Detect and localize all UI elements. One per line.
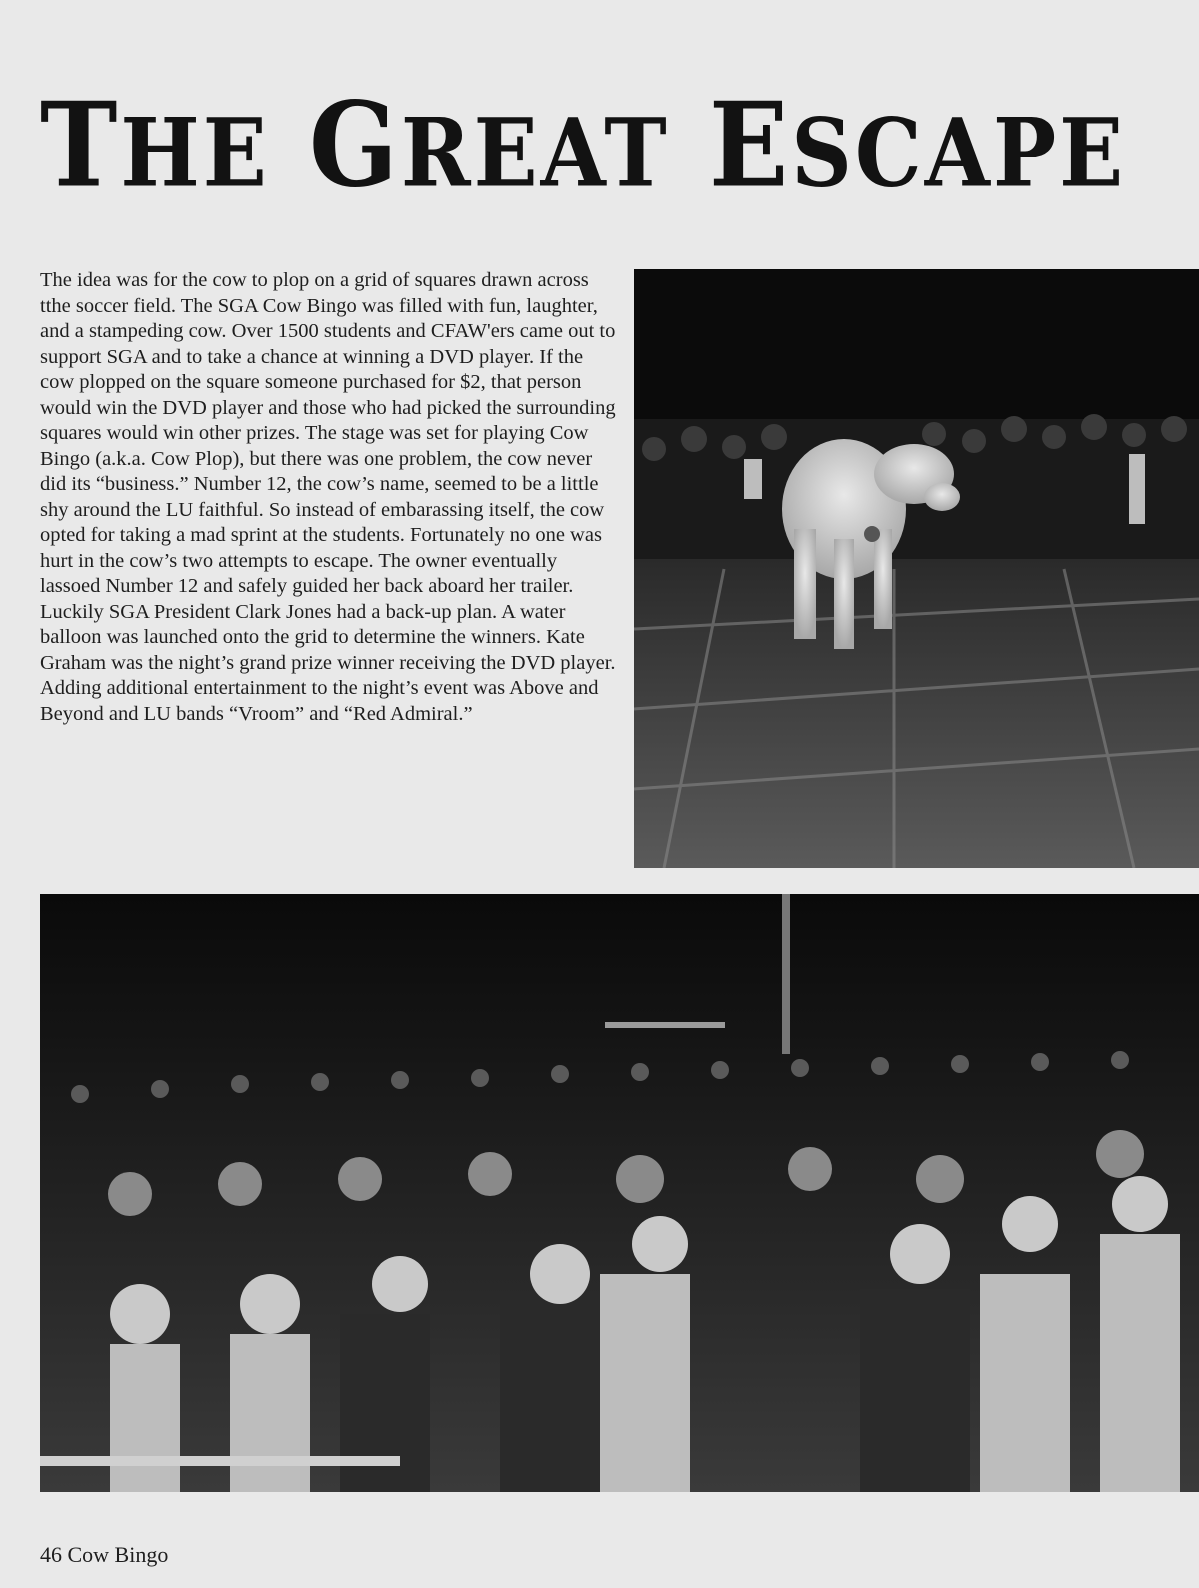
page-footer (40, 1542, 168, 1568)
crowd-photo (40, 894, 1199, 1492)
page-number: 46 (40, 1542, 62, 1567)
page-title: THE GREAT ESCAPE (40, 78, 1127, 213)
cow-photo (634, 269, 1199, 868)
section-name: Cow Bingo (67, 1542, 169, 1567)
article-body: The idea was for the cow to plop on a grid of squares drawn across tthe soccer field. The SGA Cow Bingo was filled with fun, laughter, and a stampeding cow. Over 1500 students and CFAW'ers came out to support SGA and to take a chance at winning a DVD player. If the cow plopped on the square someone purchased for $2, that person would win the DVD player and those who had picked the surrounding squares would win other prizes. The stage was set for playing Cow Bingo (a.k.a. Cow Plop), but there was one problem, the cow never did its “business.” Number 12, the cow’s name, seemed to be a little shy around the LU faithful. So instead of embarassing itself, the cow opted for taking a mad sprint at the students. Fortunately no one was hurt in the cow’s two attempts to escape. The owner eventually lassoed Number 12 and safely guided her back aboard her trailer. Luckily SGA President Clark Jones had a back-up plan. A water balloon was launched onto the grid to determine the winners. Kate Graham was the night’s grand prize winner receiving the DVD player. Adding additional entertainment to the night’s event was Above and Beyond and LU bands “Vroom” and “Red Admiral.” (40, 269, 616, 725)
